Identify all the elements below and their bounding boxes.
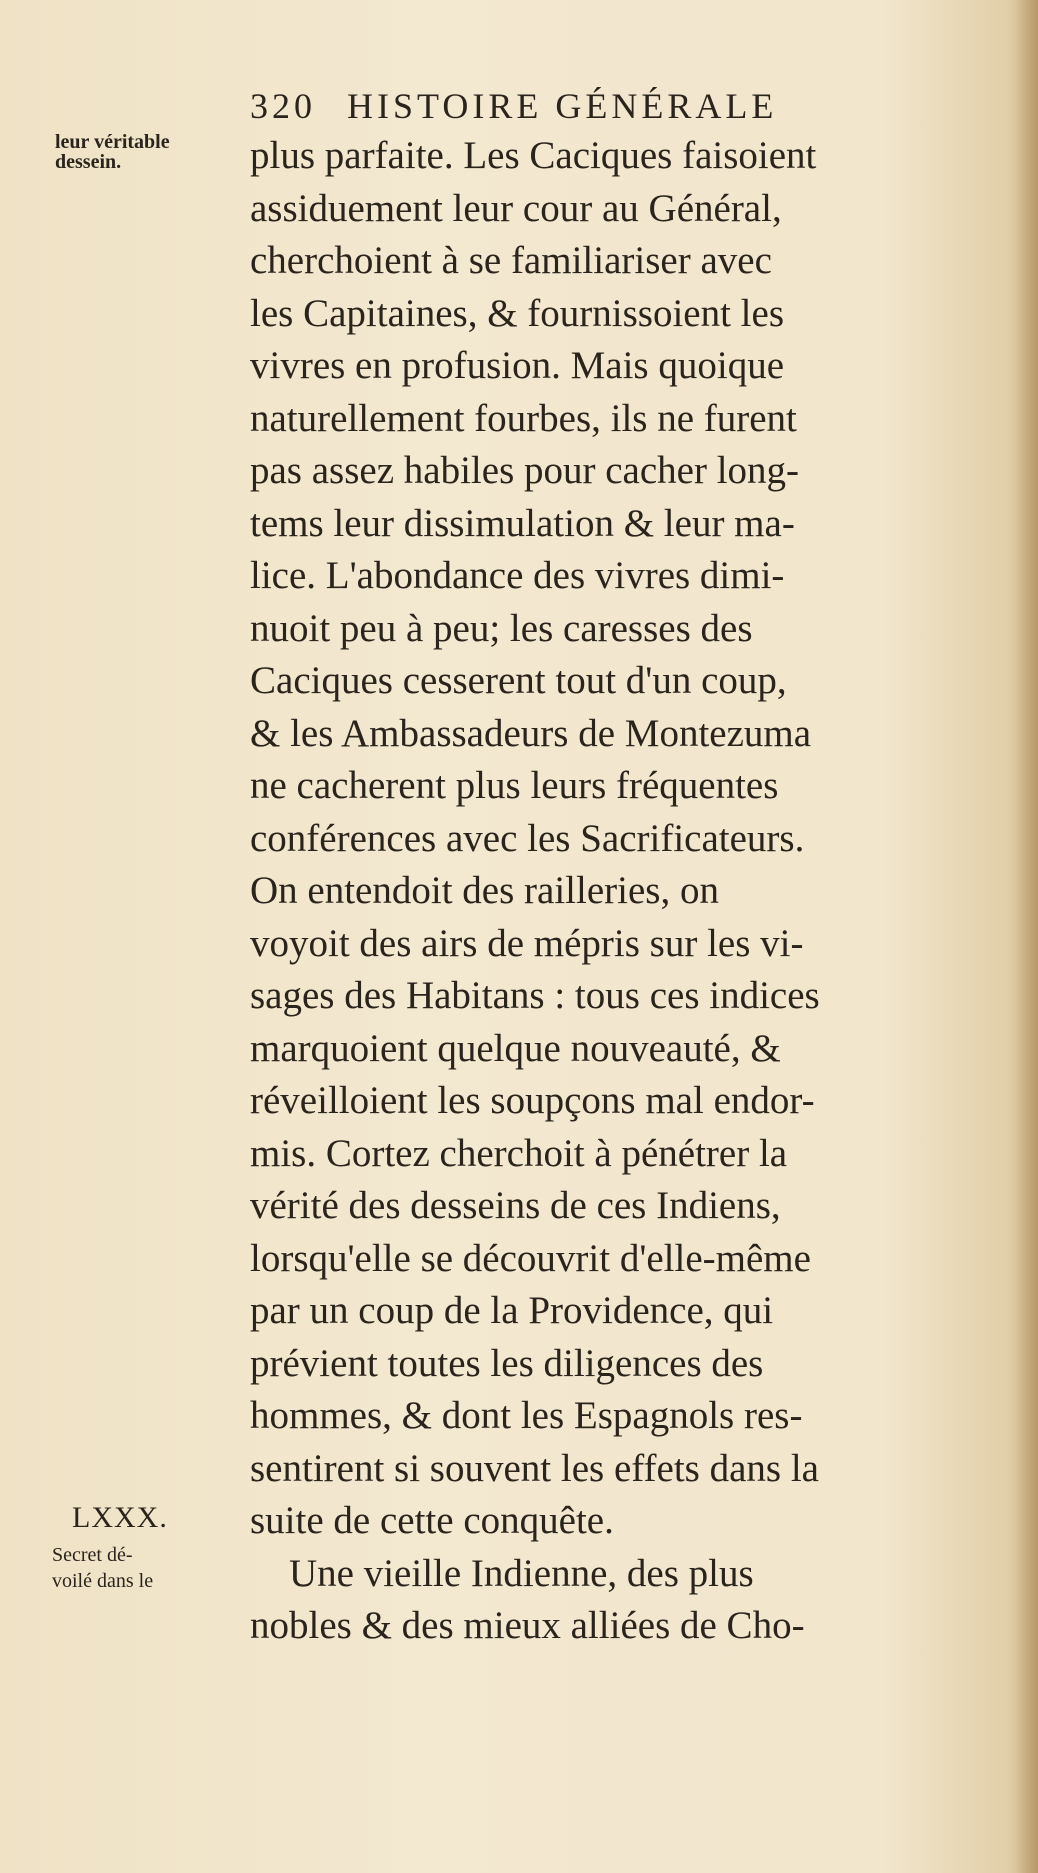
- text-line: suite de cette conquête.: [250, 1499, 614, 1542]
- margin-note-line: voilé dans le: [52, 1570, 154, 1592]
- text-line: assiduement leur cour au Général,: [250, 186, 782, 230]
- text-line: Une vieille Indienne, des plus: [250, 1551, 754, 1595]
- text-line: hommes, & dont les Espagnols res-: [250, 1394, 803, 1437]
- text-line: tems leur dissimulation & leur ma-: [250, 501, 795, 545]
- running-head: [250, 85, 950, 127]
- page-edge-shadow: [1016, 0, 1038, 1873]
- text-line: lorsqu'elle se découvrit d'elle-même: [250, 1236, 811, 1280]
- margin-note-dessein: [55, 132, 170, 172]
- text-line: cherchoient à se familiariser avec: [250, 239, 772, 282]
- text-line: vérité des desseins de ces Indiens,: [250, 1184, 781, 1227]
- text-line: & les Ambassadeurs de Montezuma: [250, 711, 812, 755]
- text-line: nobles & des mieux alliées de Cho-: [250, 1604, 805, 1647]
- text-line: mis. Cortez cherchoit à pénétrer la: [250, 1131, 788, 1175]
- running-title: HISTOIRE GÉNÉRALE: [347, 86, 778, 126]
- text-line: plus parfaite. Les Caciques faisoient: [250, 134, 817, 177]
- page-number: 320: [250, 86, 316, 126]
- margin-note-secret: [52, 1545, 153, 1597]
- text-line: naturellement fourbes, ils ne furent: [250, 396, 797, 440]
- margin-note-line: dessein.: [55, 151, 122, 173]
- text-line: voyoit des airs de mépris sur les vi-: [250, 921, 804, 965]
- text-line: pas assez habiles pour cacher long-: [250, 449, 800, 492]
- text-line: lice. L'abondance des vivres dimi-: [250, 554, 785, 597]
- text-line: nuoit peu à peu; les caresses des: [250, 606, 753, 650]
- text-line: prévient toutes les diligences des: [250, 1341, 764, 1385]
- body-text: [250, 130, 950, 1653]
- text-line: ne cacherent plus leurs fréquentes: [250, 764, 779, 807]
- text-line: les Capitaines, & fournissoient les: [250, 291, 785, 335]
- text-line: Caciques cesserent tout d'un coup,: [250, 659, 787, 702]
- margin-note-line: Secret dé-: [52, 1544, 133, 1566]
- text-line: marquoient quelque nouveauté, &: [250, 1026, 781, 1070]
- text-line: réveilloient les soupçons mal endor-: [250, 1079, 815, 1122]
- text-line: par un coup de la Providence, qui: [250, 1289, 774, 1332]
- section-number: LXXX.: [72, 1501, 168, 1534]
- text-line: sentirent si souvent les effets dans la: [250, 1446, 819, 1490]
- text-line: On entendoit des railleries, on: [250, 869, 719, 912]
- text-line: conférences avec les Sacrificateurs.: [250, 816, 805, 860]
- text-line: sages des Habitans : tous ces indices: [250, 974, 820, 1017]
- text-line: vivres en profusion. Mais quoique: [250, 344, 785, 387]
- margin-note-line: leur véritable: [55, 131, 170, 153]
